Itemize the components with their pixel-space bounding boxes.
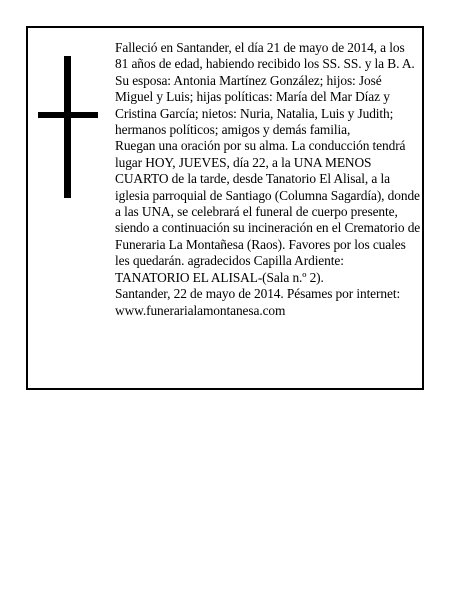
- cross-horizontal-bar: [38, 112, 98, 118]
- obituary-notice: [26, 26, 424, 390]
- cross-vertical-bar: [64, 56, 71, 198]
- obituary-text: [115, 40, 421, 319]
- ceremony-details: Ruegan una oración por su alma. La conducción tendrá lugar HOY, JUEVES, día 22, a la UNA MENOS CUARTO de la tarde, desde Tanatorio El Alisal, a la iglesia parroquial de Santiago (Columna Sagardía), donde a las UNA, se celebrará el funeral de cuerpo presente, siendo a continuación su incineración en el Crematorio de Funeraria La Montañesa (Raos). Favores por los cuales les quedarán. agradecidos Capilla Ardiente: TANATORIO EL ALISAL-(Sala n.º 2).: [115, 138, 421, 285]
- cross-icon: [38, 56, 98, 198]
- death-notice: Falleció en Santander, el día 21 de mayo de 2014, a los 81 años de edad, habiendo recibido los SS. SS. y la B. A.: [115, 40, 415, 72]
- date-line: Santander, 22 de mayo de 2014. Pésames por internet:: [115, 286, 401, 302]
- website-link[interactable]: www.funerarialamontanesa.com: [115, 302, 286, 318]
- family-list: Su esposa: Antonia Martínez González; hijos: José Miguel y Luis; hijas políticas: María del Mar Díaz y Cristina García; nietos: Nuria, Natalia, Luis y Judith; hermanos políticos; amigos y demás familia,: [115, 72, 394, 138]
